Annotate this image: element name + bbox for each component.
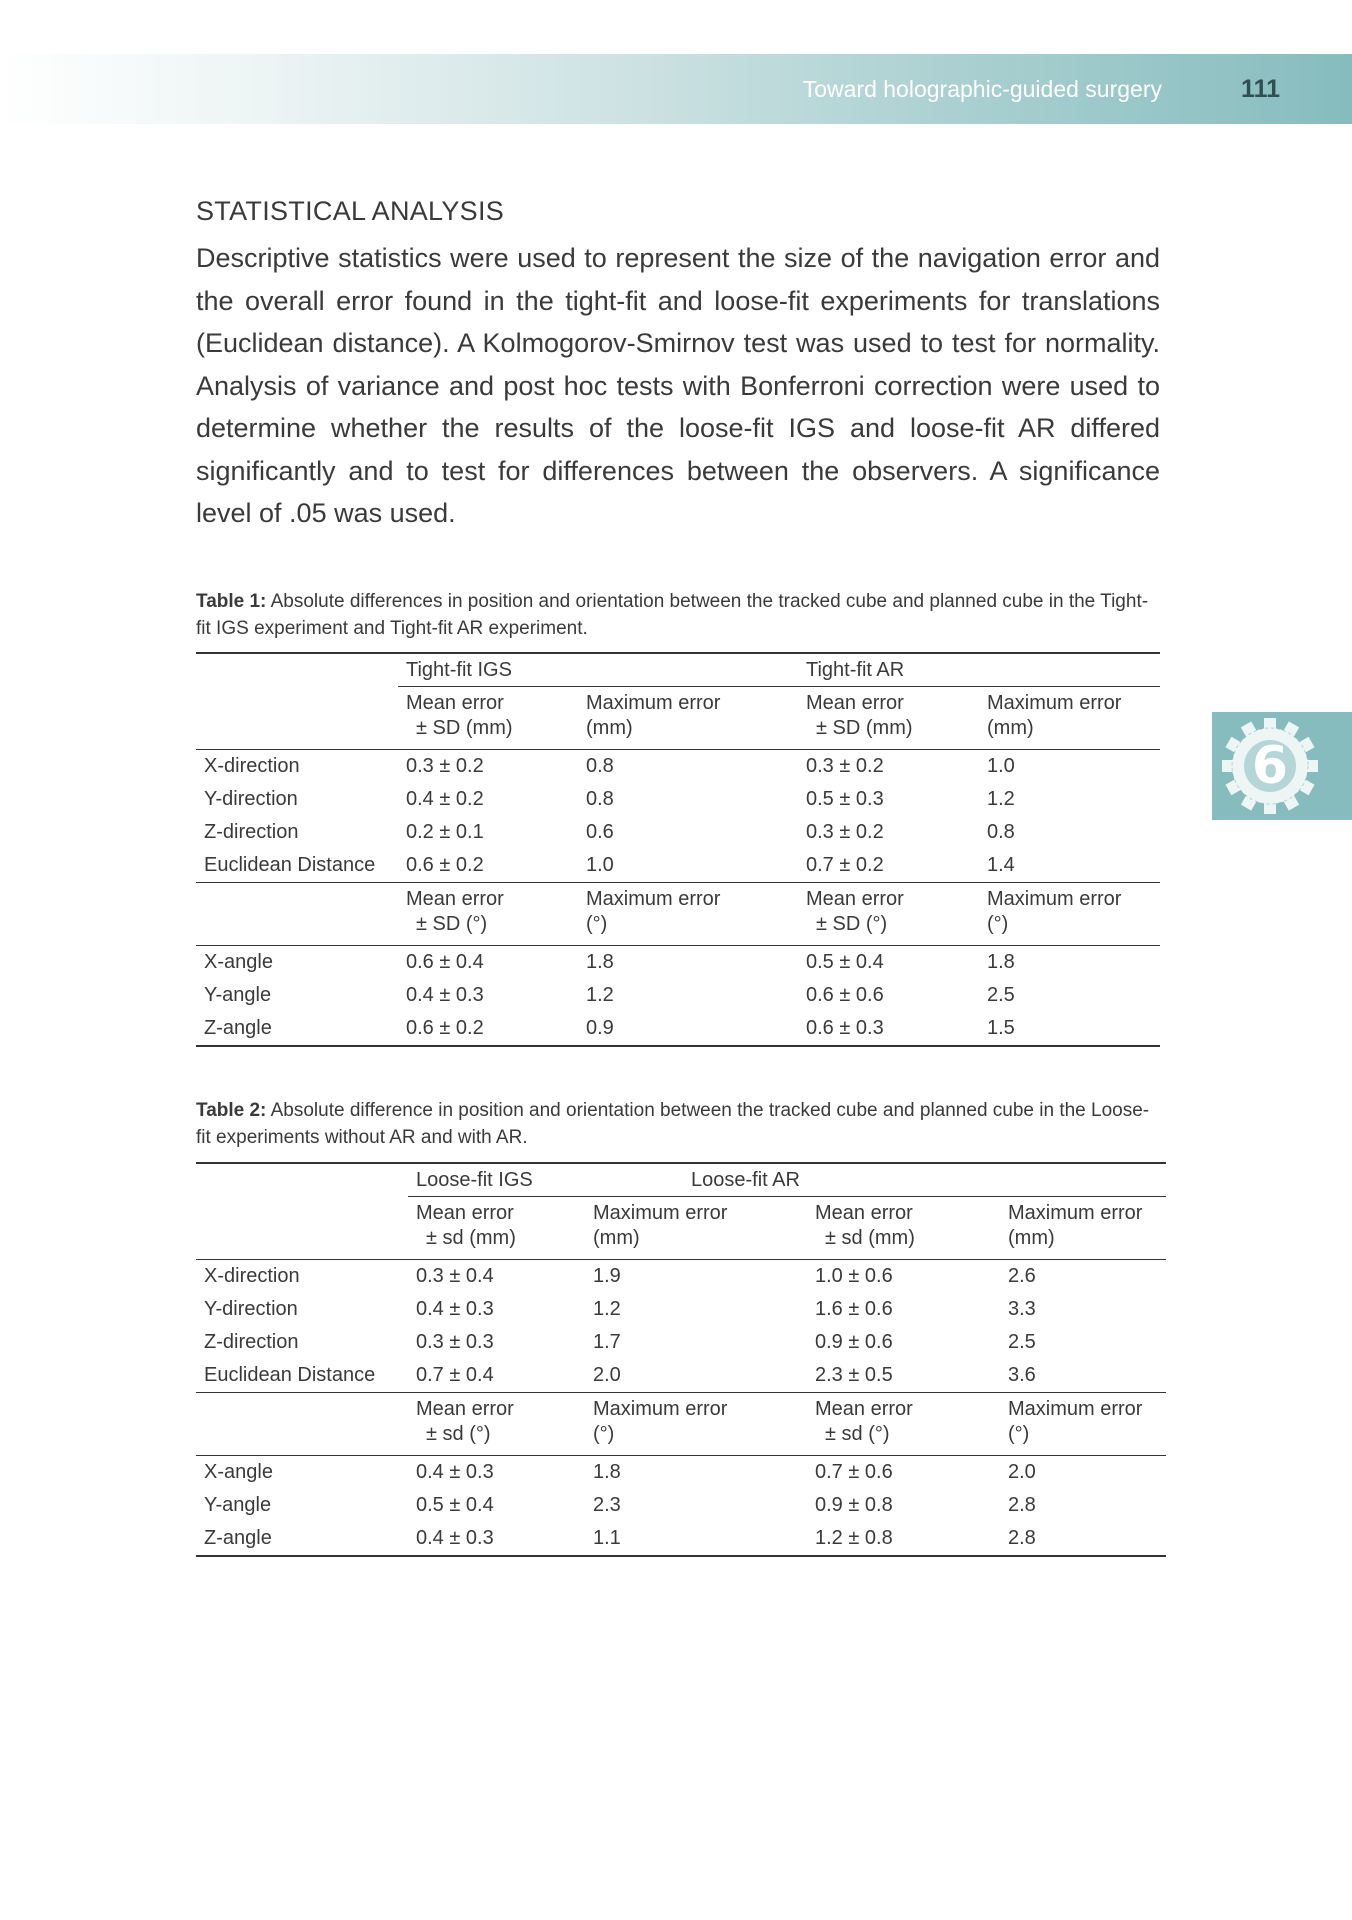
row-label: Euclidean Distance bbox=[204, 854, 376, 876]
column-header: ± sd (mm) bbox=[426, 1227, 516, 1249]
table-cell: 1.5 bbox=[979, 1012, 1160, 1046]
table2-caption bbox=[196, 1097, 1160, 1151]
column-header: (mm) bbox=[593, 1227, 640, 1249]
table-row bbox=[196, 1163, 1166, 1197]
column-header: ± sd (mm) bbox=[825, 1227, 915, 1249]
column-header: Mean error bbox=[806, 888, 904, 910]
table-cell: 2.8 bbox=[1008, 1494, 1036, 1516]
table-cell: 1.8 bbox=[987, 951, 1015, 973]
table-row bbox=[196, 1456, 1166, 1490]
table-cell: 1.2 ± 0.8 bbox=[807, 1522, 1000, 1556]
table1-caption bbox=[196, 588, 1160, 642]
table-cell: 0.3 ± 0.2 bbox=[806, 755, 884, 777]
table-cell: 1.2 bbox=[586, 984, 614, 1006]
table-row bbox=[196, 1326, 1166, 1359]
table-cell: 0.8 bbox=[586, 788, 614, 810]
column-header: ± SD (°) bbox=[816, 913, 888, 935]
column-header: Mean error bbox=[406, 692, 504, 714]
column-header: Mean error bbox=[406, 888, 504, 910]
table-cell: 0.7 ± 0.2 bbox=[806, 854, 884, 876]
running-header-title: Toward holographic-guided surgery bbox=[802, 76, 1162, 102]
column-header: (mm) bbox=[1008, 1227, 1055, 1249]
row-label: Y-direction bbox=[204, 788, 298, 810]
table-cell: 0.6 ± 0.3 bbox=[798, 1012, 979, 1046]
column-header: (mm) bbox=[987, 717, 1034, 739]
table-cell: 0.3 ± 0.2 bbox=[806, 821, 884, 843]
table-cell: 0.7 ± 0.4 bbox=[416, 1364, 494, 1386]
table-cell: 2.8 bbox=[1000, 1522, 1166, 1556]
column-header: (mm) bbox=[586, 717, 633, 739]
table-cell: 0.3 ± 0.3 bbox=[416, 1331, 494, 1353]
chapter-tab bbox=[1212, 712, 1352, 820]
page-number: 111 bbox=[1241, 75, 1280, 103]
table-cell: 1.8 bbox=[593, 1461, 621, 1483]
group-header: Loose-fit IGS bbox=[408, 1163, 585, 1197]
table-cell: 0.9 bbox=[578, 1012, 798, 1046]
table-row bbox=[196, 1489, 1166, 1522]
table1-caption-text: Absolute differences in position and orientation between the tracked cube and planned cube in the Tight-fit IGS experiment and Tight-fit AR experiment. bbox=[196, 591, 1149, 639]
row-label: Z-angle bbox=[196, 1012, 398, 1046]
table-cell: 0.4 ± 0.3 bbox=[416, 1298, 494, 1320]
row-label: Y-angle bbox=[204, 984, 272, 1006]
table-row bbox=[196, 946, 1160, 980]
chapter-number: 6 bbox=[1251, 736, 1289, 796]
column-header: Maximum error bbox=[593, 1398, 728, 1420]
group-header: Tight-fit AR bbox=[798, 653, 1160, 687]
table2-caption-label: Table 2: bbox=[196, 1100, 267, 1121]
group-header: Loose-fit AR bbox=[691, 1169, 800, 1191]
table1 bbox=[196, 652, 1160, 1047]
group-header-cell bbox=[585, 1163, 1166, 1197]
table-row bbox=[196, 1197, 1166, 1260]
table-row bbox=[196, 979, 1160, 1012]
column-header: Maximum error bbox=[987, 888, 1122, 910]
table-cell: 1.0 bbox=[987, 755, 1015, 777]
table1-caption-label: Table 1: bbox=[196, 591, 267, 612]
column-header: ± SD (°) bbox=[416, 913, 488, 935]
column-header: (°) bbox=[1008, 1423, 1030, 1445]
table-cell: 0.4 ± 0.3 bbox=[408, 1522, 585, 1556]
table-cell: 0.3 ± 0.4 bbox=[416, 1265, 494, 1287]
column-header: Mean error bbox=[416, 1202, 514, 1224]
table-row bbox=[196, 883, 1160, 946]
table-cell: 0.6 ± 0.4 bbox=[406, 951, 484, 973]
table-cell: 2.5 bbox=[987, 984, 1015, 1006]
table-cell: 0.3 ± 0.2 bbox=[406, 755, 484, 777]
column-header: ± sd (°) bbox=[426, 1423, 491, 1445]
row-label: X-direction bbox=[204, 755, 300, 777]
table-cell: 0.6 ± 0.6 bbox=[806, 984, 884, 1006]
row-label: X-direction bbox=[204, 1265, 300, 1287]
table-cell: 2.3 ± 0.5 bbox=[815, 1364, 893, 1386]
row-label: Z-angle bbox=[196, 1522, 408, 1556]
table-cell: 0.8 bbox=[987, 821, 1015, 843]
column-header: Mean error bbox=[806, 692, 904, 714]
body-paragraph: Descriptive statistics were used to represent the size of the navigation error and the overall error found in the tight-fit and loose-fit experiments for translations (Euclidean distance). A Kolmogorov-Smirnov test was used to test for normality. Analysis of variance and post hoc tests with Bonferroni correction were used to determine whether the results of the loose-fit IGS and loose-fit AR differed significantly and to test for differences between the observers. A significance level of .05 was used. bbox=[196, 243, 1160, 528]
column-header: Maximum error bbox=[586, 888, 721, 910]
table-row bbox=[196, 1012, 1160, 1046]
table-cell: 0.9 ± 0.8 bbox=[815, 1494, 893, 1516]
table-row bbox=[196, 750, 1160, 784]
table-cell: 1.4 bbox=[987, 854, 1015, 876]
table-cell: 0.5 ± 0.3 bbox=[806, 788, 884, 810]
table-cell: 1.0 bbox=[586, 854, 614, 876]
table-cell: 1.2 bbox=[987, 788, 1015, 810]
column-header: Mean error bbox=[815, 1202, 913, 1224]
table-row bbox=[196, 1522, 1166, 1556]
table-cell: 1.0 ± 0.6 bbox=[815, 1265, 893, 1287]
row-label: X-angle bbox=[204, 1461, 273, 1483]
column-header: Maximum error bbox=[987, 692, 1122, 714]
table-cell: 3.6 bbox=[1008, 1364, 1036, 1386]
column-header: Maximum error bbox=[1008, 1202, 1143, 1224]
table-cell: 0.2 ± 0.1 bbox=[406, 821, 484, 843]
table-cell: 3.3 bbox=[1008, 1298, 1036, 1320]
row-label: X-angle bbox=[204, 951, 273, 973]
table-cell: 0.6 ± 0.2 bbox=[398, 1012, 578, 1046]
table-cell: 1.8 bbox=[586, 951, 614, 973]
table-row bbox=[196, 1293, 1166, 1326]
group-header: Tight-fit IGS bbox=[398, 653, 798, 687]
table-cell: 0.5 ± 0.4 bbox=[806, 951, 884, 973]
table-cell: 2.6 bbox=[1008, 1265, 1036, 1287]
table-cell: 2.3 bbox=[593, 1494, 621, 1516]
table-row bbox=[196, 653, 1160, 687]
row-label: Euclidean Distance bbox=[204, 1364, 376, 1386]
running-header bbox=[0, 54, 1352, 124]
table2 bbox=[196, 1162, 1166, 1557]
table-row bbox=[196, 1393, 1166, 1456]
row-label: Z-direction bbox=[204, 1331, 299, 1353]
column-header: ± SD (mm) bbox=[416, 717, 513, 739]
table-cell: 0.6 ± 0.2 bbox=[406, 854, 484, 876]
column-header: Maximum error bbox=[1008, 1398, 1143, 1420]
column-header: Mean error bbox=[416, 1398, 514, 1420]
table-cell: 2.0 bbox=[593, 1364, 621, 1386]
table-cell: 0.6 bbox=[586, 821, 614, 843]
table-cell: 2.0 bbox=[1008, 1461, 1036, 1483]
column-header: (°) bbox=[987, 913, 1009, 935]
table-row bbox=[196, 687, 1160, 750]
column-header: ± sd (°) bbox=[825, 1423, 890, 1445]
table-cell: 1.2 bbox=[593, 1298, 621, 1320]
table-cell: 1.7 bbox=[593, 1331, 621, 1353]
table-cell: 1.6 ± 0.6 bbox=[815, 1298, 893, 1320]
table-cell: 1.1 bbox=[585, 1522, 807, 1556]
row-label: Y-direction bbox=[204, 1298, 298, 1320]
table-cell: 0.4 ± 0.3 bbox=[406, 984, 484, 1006]
row-label: Z-direction bbox=[204, 821, 299, 843]
table2-caption-text: Absolute difference in position and orientation between the tracked cube and planned cube in the Loose-fit experiments without AR and with AR. bbox=[196, 1100, 1150, 1148]
row-label: Y-angle bbox=[204, 1494, 272, 1516]
table-row bbox=[196, 849, 1160, 883]
column-header: (°) bbox=[593, 1423, 615, 1445]
table-cell: 0.5 ± 0.4 bbox=[416, 1494, 494, 1516]
table-row bbox=[196, 1260, 1166, 1294]
table-cell: 0.8 bbox=[586, 755, 614, 777]
table-row bbox=[196, 783, 1160, 816]
section-title: STATISTICAL ANALYSIS bbox=[196, 196, 505, 226]
table-cell: 0.4 ± 0.3 bbox=[416, 1461, 494, 1483]
column-header: Maximum error bbox=[586, 692, 721, 714]
table-cell: 1.9 bbox=[593, 1265, 621, 1287]
table-cell: 0.9 ± 0.6 bbox=[815, 1331, 893, 1353]
column-header: (°) bbox=[586, 913, 608, 935]
column-header: Mean error bbox=[815, 1398, 913, 1420]
column-header: ± SD (mm) bbox=[816, 717, 913, 739]
table-cell: 2.5 bbox=[1008, 1331, 1036, 1353]
table-row bbox=[196, 816, 1160, 849]
table-cell: 0.4 ± 0.2 bbox=[406, 788, 484, 810]
table-row bbox=[196, 1359, 1166, 1393]
column-header: Maximum error bbox=[593, 1202, 728, 1224]
table-cell: 0.7 ± 0.6 bbox=[815, 1461, 893, 1483]
